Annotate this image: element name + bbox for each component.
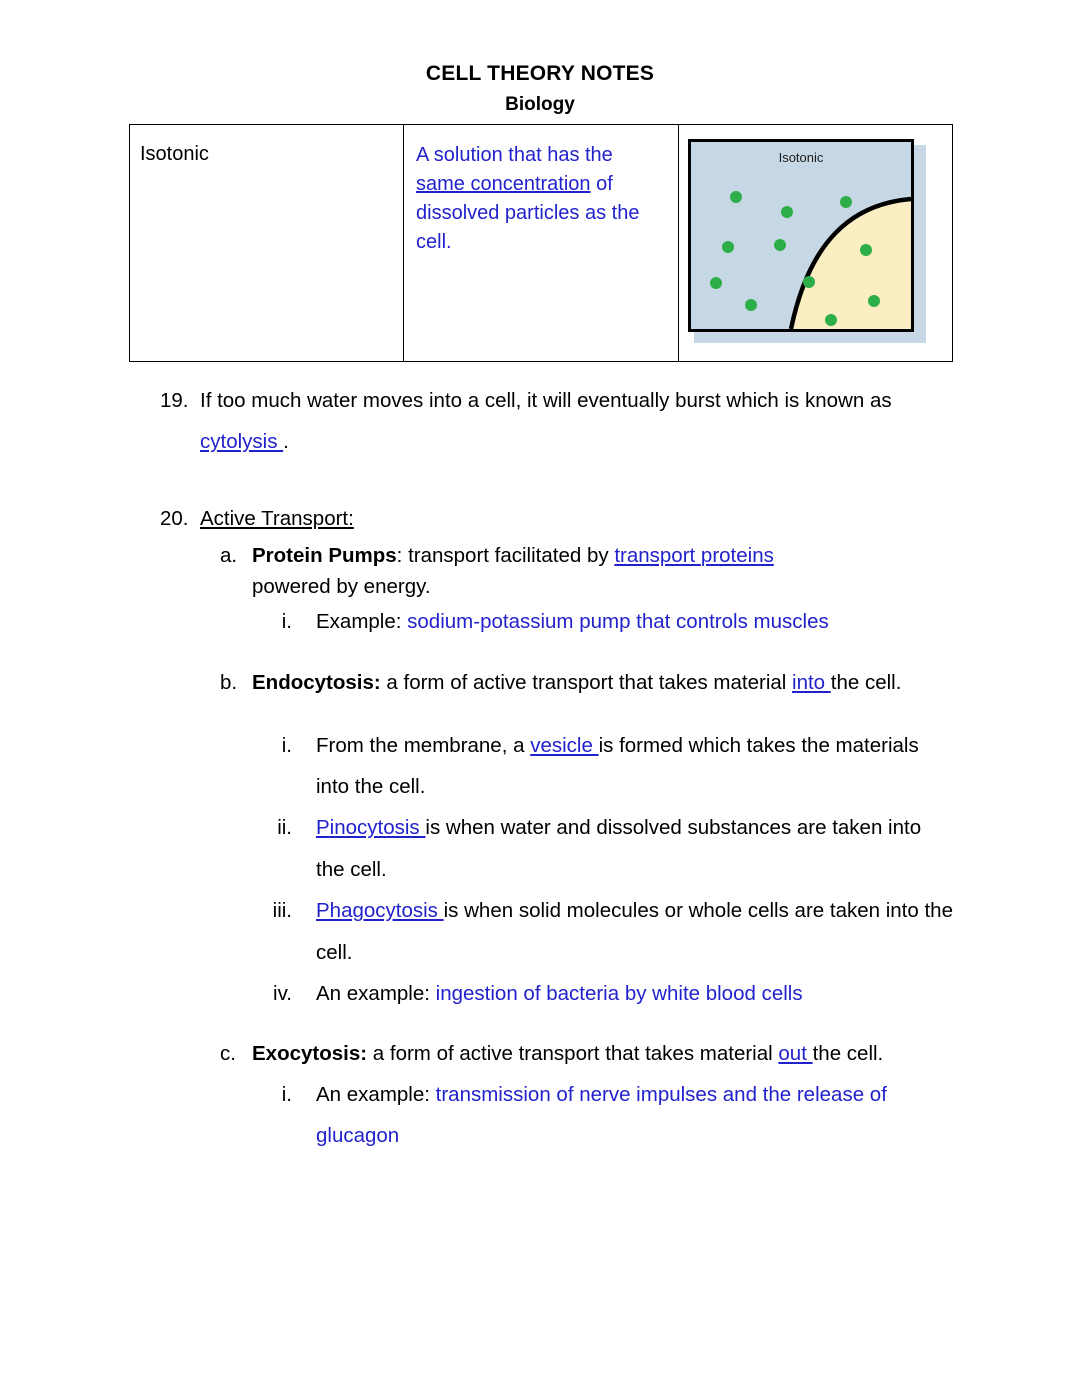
outline-item-20b: [0, 667, 1080, 698]
answer-pinocytosis: Pinocytosis: [316, 816, 426, 840]
term-text: Isotonic: [140, 143, 209, 165]
diagram-label: Isotonic: [778, 150, 824, 165]
item-marker-b: b.: [220, 671, 238, 695]
text-b-i-post: is formed which takes the materials into the cell.: [316, 733, 919, 798]
answer-cytolysis: cytolysis: [200, 430, 284, 454]
item-number-19: 19.: [160, 389, 189, 412]
definition-part2: of dissolved particles as the cell.: [416, 173, 640, 253]
answer-sodium-potassium-pump: sodium-potassium pump that controls muscles: [407, 610, 829, 634]
outline-item-20a-i: [0, 606, 1080, 637]
item-20c-text-after: the cell.: [812, 1042, 884, 1066]
vocabulary-table: [129, 124, 953, 362]
notes-outline: [0, 380, 1080, 1156]
item-20c-text: a form of active transport that takes material: [367, 1042, 779, 1066]
outline-item-20b-ii: [0, 807, 1080, 890]
diagram-frame: [688, 139, 914, 332]
term-exocytosis: Exocytosis:: [252, 1042, 368, 1066]
outline-item-20a: [0, 540, 1080, 602]
page-subtitle: Biology: [505, 94, 575, 115]
item-20b-text-after: the cell.: [830, 671, 902, 695]
item-20-heading: Active Transport:: [200, 506, 354, 530]
item-marker-a: a.: [220, 543, 238, 567]
item-marker-c-i: i.: [281, 1082, 292, 1106]
outline-item-20b-i: [0, 725, 1080, 808]
item-marker-b-i: i.: [281, 733, 292, 757]
answer-transport: transport: [614, 543, 701, 567]
text-b-iii-post: is when solid molecules or whole cells are taken into the cell.: [316, 899, 953, 964]
answer-ingestion-of-bacteria: ingestion of bacteria by white blood cells: [435, 982, 803, 1006]
page-title: CELL THEORY NOTES: [425, 62, 655, 85]
term-endocytosis: Endocytosis:: [252, 671, 381, 695]
item-number-20: 20.: [160, 506, 189, 530]
outline-item-20c-i: [0, 1074, 1080, 1157]
example-label-c-i: An example:: [316, 1082, 436, 1106]
answer-vesicle: vesicle: [530, 733, 599, 757]
outline-item-20b-iv: [0, 973, 1080, 1014]
text-b-ii-post: is when water and dissolved substances are taken into the cell.: [316, 816, 922, 881]
item-20a-text: : transport facilitated by: [396, 543, 615, 567]
item-20a-text-after: powered by energy.: [252, 575, 431, 599]
item-19-text: If too much water moves into a cell, it will eventually burst which is known as: [200, 389, 892, 412]
answer-out: out: [778, 1042, 813, 1066]
item-marker-b-ii: ii.: [277, 816, 292, 840]
definition-underlined-answer: same concentration: [416, 173, 591, 195]
item-marker-b-iv: iv.: [273, 982, 292, 1006]
text-b-i-pre: From the membrane, a: [316, 733, 531, 757]
answer-into: into: [792, 671, 831, 695]
answer-transmission-nerve-impulses: transmission of nerve impulses and the release of glucagon: [316, 1082, 887, 1147]
item-19-period: .: [283, 430, 289, 454]
outline-item-20: [0, 503, 1080, 534]
example-label-b-iv: An example:: [316, 982, 436, 1006]
isotonic-diagram: [688, 139, 926, 343]
diagram-svg: [691, 142, 911, 329]
table-cell-term: [130, 125, 404, 361]
table-cell-definition: [404, 125, 679, 361]
outline-item-19: [0, 380, 1080, 463]
example-label-a-i: Example:: [316, 610, 408, 634]
item-marker-a-i: i.: [281, 610, 292, 634]
item-marker-c: c.: [220, 1042, 236, 1066]
item-20b-text: a form of active transport that takes material: [380, 671, 793, 695]
table-cell-diagram: [679, 125, 952, 361]
outline-item-20c: [0, 1038, 1080, 1069]
term-protein-pumps: Protein Pumps: [252, 543, 397, 567]
answer-proteins: proteins: [700, 543, 774, 567]
definition-part1: A solution that has the: [416, 144, 613, 166]
outline-item-20b-iii: [0, 890, 1080, 973]
item-marker-b-iii: iii.: [272, 899, 292, 923]
answer-phagocytosis: Phagocytosis: [316, 899, 444, 923]
